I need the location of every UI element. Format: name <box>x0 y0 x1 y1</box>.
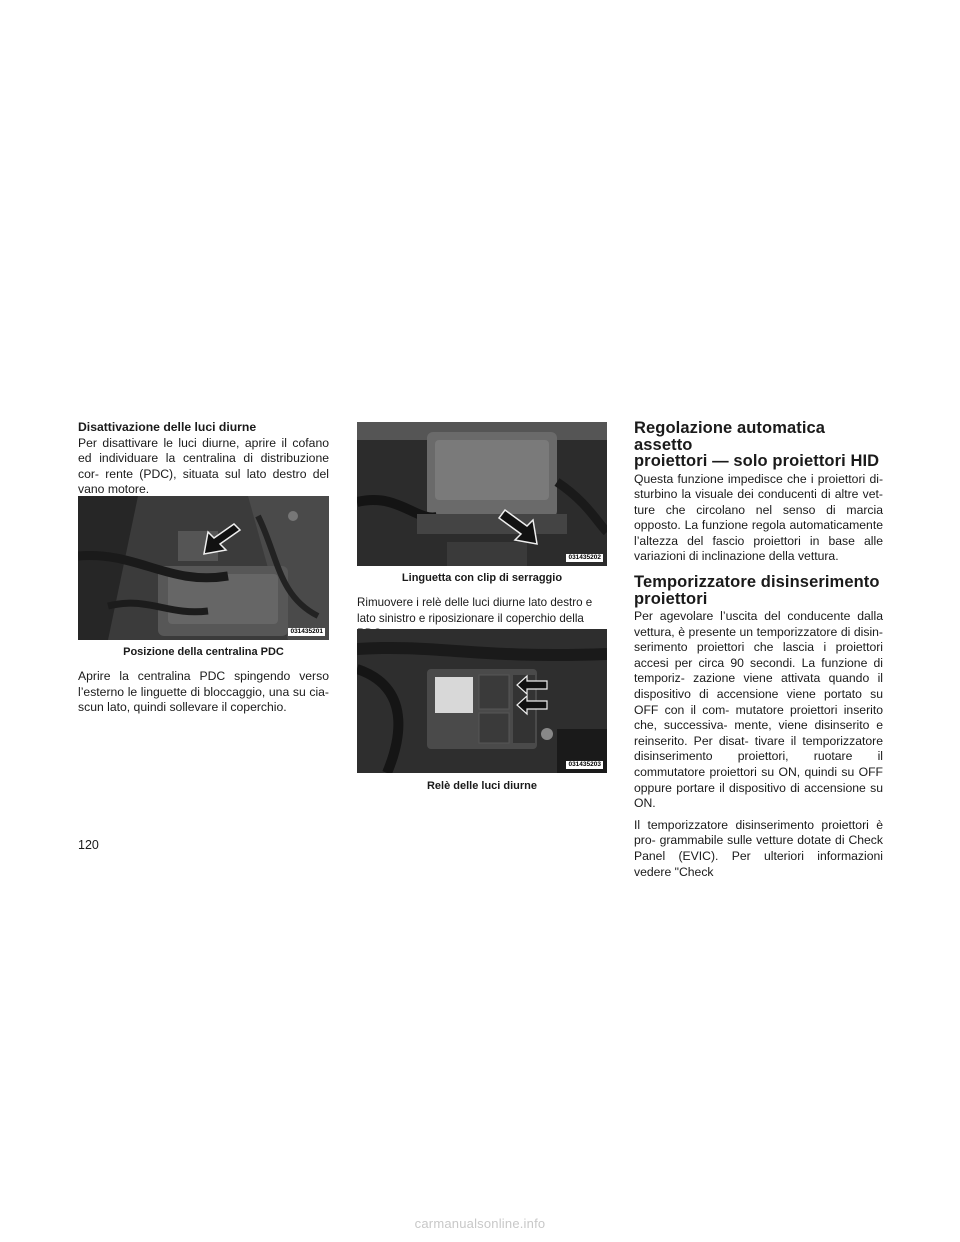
paragraph: Questa funzione impedisce che i proiettori di- sturbino la visuale dei conducenti di altre vet- ture che circolano nel senso di marcia opposto. La funzione regola automaticamente l’altezza del fascio proiettori in base alle variazioni di inclinazione della vettura. <box>634 471 883 564</box>
section-heading <box>634 420 883 470</box>
figure-caption-wrapper <box>78 646 329 659</box>
paragraph: Aprire la centralina PDC spingendo verso l’esterno le linguette di bloccaggio, una su cia- scun lato, quindi sollevare il coperchio. <box>78 669 329 715</box>
section-subheading: Disattivazione delle luci diurne <box>78 420 257 434</box>
figure-caption: Linguetta con clip di serraggio <box>401 572 563 584</box>
left-column <box>78 420 329 498</box>
figure-caption-wrapper <box>357 780 607 793</box>
figure-caption: Posizione della centralina PDC <box>123 646 284 658</box>
page-number: 120 <box>78 838 99 852</box>
figure-caption: Relè delle luci diurne <box>426 780 538 792</box>
figure-relays <box>357 629 607 773</box>
paragraph: Per disattivare le luci diurne, aprire il cofano ed individuare la centralina di distribuzione cor- rente (PDC), situata sul lato destro del vano motore. <box>78 435 329 497</box>
watermark: carmanualsonline.info <box>414 1216 546 1231</box>
heading-line: Regolazione automatica assetto <box>634 419 826 454</box>
paragraph: Rimuovere i relè delle luci diurne lato destro e lato sinistro e riposizionare il coperchio della <box>357 596 593 625</box>
heading-line: proiettori <box>634 589 708 608</box>
figure-code: 031435201 <box>290 628 323 635</box>
figure-caption-wrapper <box>357 572 607 585</box>
heading-line: Temporizzatore disinserimento <box>634 573 880 592</box>
figure-code: 031435203 <box>568 761 601 768</box>
left-column-bottom <box>78 669 329 716</box>
section-heading <box>634 574 883 607</box>
figure-pdc-location <box>78 496 329 640</box>
right-column <box>634 420 883 880</box>
figure-clip-tab <box>357 422 607 566</box>
paragraph: Per agevolare l’uscita del conducente dalla vettura, è presente un temporizzatore di disin- serimento proiettori che lascia i proiettori accesi per circa 90 secondi. La funzione di temporiz- zazione viene attivata quando il dispositivo di accensione viene portato su OFF con il com- mutatore proiettori inserito che, successiva- mente, viene disinserito e reinserito. Per disat- tivare il temporizzatore disinserimento proiettori, ruotare il commutatore proiettori su ON, quindi su OFF oppure portare il dispositivo di accensione su ON. <box>634 609 883 811</box>
engine-bay-photo <box>78 496 329 640</box>
relays-photo <box>357 629 607 773</box>
figure-code: 031435202 <box>568 554 601 561</box>
clip-tab-photo <box>357 422 607 566</box>
paragraph: Il temporizzatore disinserimento proiettori è pro- grammabile sulle vetture dotate di Check Panel (EVIC). Per ulteriori informazioni vedere "Check <box>634 817 883 879</box>
heading-line: proiettori — solo proiettori HID <box>634 452 880 470</box>
